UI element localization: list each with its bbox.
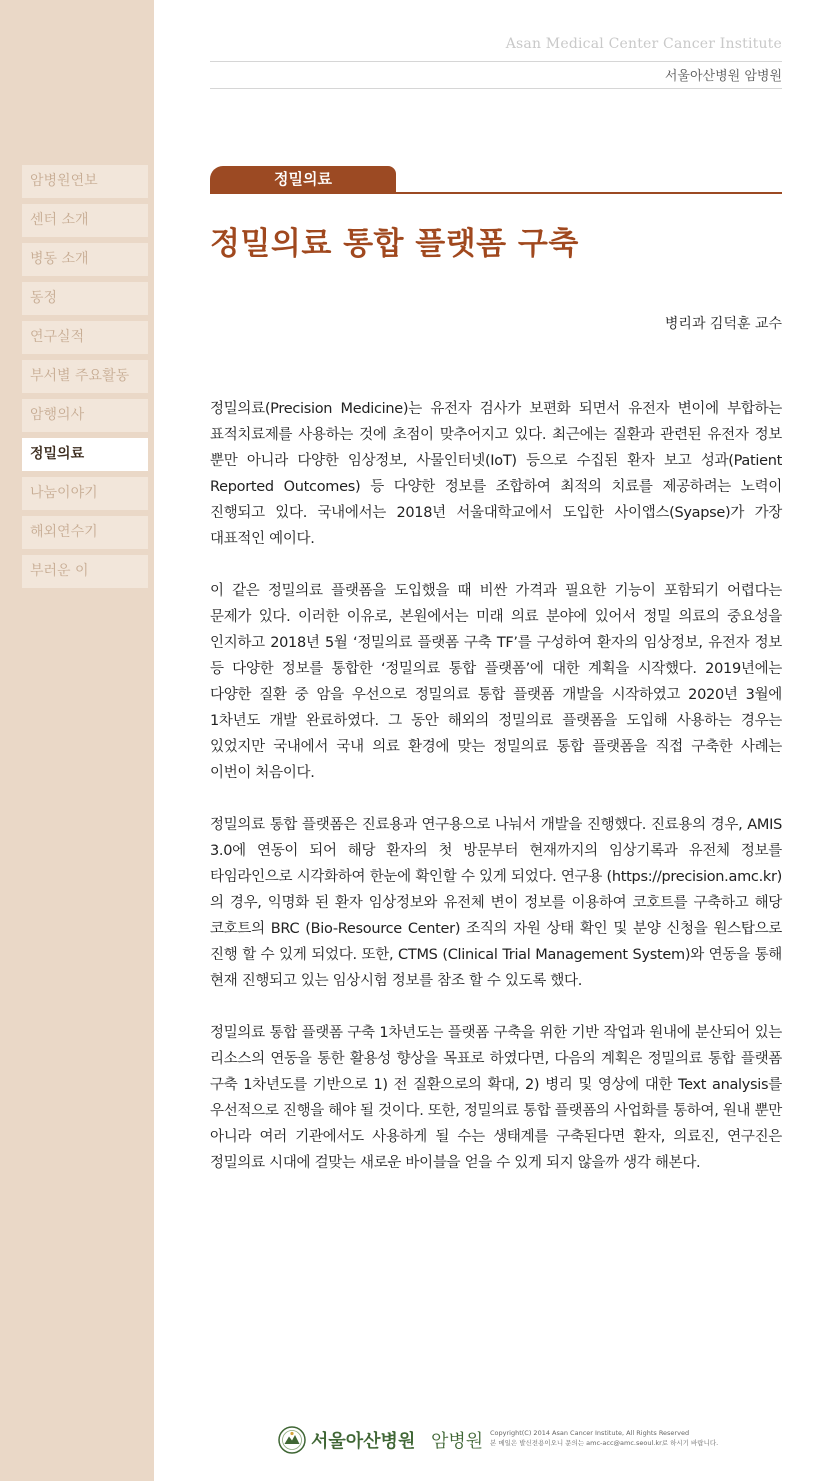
- footer-hospital-sub: 암병원: [431, 1431, 484, 1452]
- sidebar-item-department-activities[interactable]: 부서별 주요활동: [22, 360, 148, 393]
- footer-copyright: [490, 1428, 718, 1448]
- article-author: 병리과 김덕훈 교수: [664, 316, 782, 332]
- sidebar-item-overseas-training[interactable]: 해외연수기: [22, 516, 148, 549]
- hospital-logo-icon: [278, 1426, 306, 1454]
- article-body: [210, 396, 782, 1202]
- sidebar-item-ward-intro[interactable]: 병동 소개: [22, 243, 148, 276]
- notice-text: 본 메일은 발신전용이오니 문의는 amc-acc@amc.seoul.kr로 하시기 바랍니다.: [490, 1439, 719, 1447]
- article-paragraph: 정밀의료 통합 플랫폼은 진료용과 연구용으로 나눠서 개발을 진행했다. 진료용의 경우, AMIS 3.0에 연동이 되어 해당 환자의 첫 방문부터 현재까지의 임상기록과 유전체 정보를 타임라인으로 시각화하여 한눈에 확인할 수 있게 되었다. 연구용 (https://precision.amc.kr)의 경우, 익명화 된 환자 임상정보와 유전체 변이 정보를 이용하여 코호트를 구축하고 해당 코호트의 BRC (Bio-Resource Center) 조직의 자원 상태 확인 및 분양 신청을 원스탑으로 진행 할 수 있게 되었다. 또한, CTMS (Clinical Trial Management System)와 연동을 통해 현재 진행되고 있는 임상시험 정보를 참조 할 수 있도록 했다.: [210, 817, 782, 989]
- sidebar-item-envied-one[interactable]: 부러운 이: [22, 555, 148, 588]
- article-paragraph: 정밀의료(Precision Medicine)는 유전자 검사가 보편화 되면서 유전자 변이에 부합하는 표적치료제를 사용하는 것에 초점이 맞추어지고 있다. 최근에는 질환과 관련된 유전자 정보 뿐만 아니라 다양한 임상정보, 사물인터넷(IoT) 등으로 수집된 환자 보고 성과(Patient Reported Outcomes) 등 다양한 정보를 조합하여 최적의 치료를 제공하려는 노력이 진행되고 있다. 국내에서는 2018년 서울대학교에서 도입한 사이앱스(Syapse)가 가장 대표적인 예이다.: [210, 401, 782, 547]
- sidebar-item-secret-doctor[interactable]: 암행의사: [22, 399, 148, 432]
- sidebar-item-research[interactable]: 연구실적: [22, 321, 148, 354]
- article-paragraph: 이 같은 정밀의료 플랫폼을 도입했을 때 비싼 가격과 필요한 기능이 포함되기 어렵다는 문제가 있다. 이러한 이유로, 본원에서는 미래 의료 분야에 있어서 정밀 의료의 중요성을 인지하고 2018년 5월 ‘정밀의료 플랫폼 구축 TF’를 구성하여 환자의 임상정보, 유전자 정보 등 다양한 정보를 통합한 ‘정밀의료 통합 플랫폼’에 대한 계획을 시작했다. 2019년에는 다양한 질환 중 암을 우선으로 정밀의료 통합 플랫폼 개발을 시작하였고 2020년 3월에 1차년도 개발 완료하였다. 그 동안 해외의 정밀의료 플랫폼을 도입해 사용하는 경우는 있었지만 국내에서 국내 의료 환경에 맞는 정밀의료 통합 플랫폼을 직접 구축한 사례는 이번이 처음이다.: [210, 583, 782, 781]
- article-paragraph: 정밀의료 통합 플랫폼 구축 1차년도는 플랫폼 구축을 위한 기반 작업과 원내에 분산되어 있는 리소스의 연동을 통한 활용성 향상을 목표로 하였다면, 다음의 계획은 정밀의료 통합 플랫폼 구축 1차년도를 기반으로 1) 전 질환으로의 확대, 2) 병리 및 영상에 대한 Text analysis를 우선적으로 진행을 해야 될 것이다. 또한, 정밀의료 통합 플랫폼의 사업화를 통하여, 원내 뿐만 아니라 여러 기관에서도 사용하게 될 수는 생태계를 구축된다면 환자, 의료진, 연구진은 정밀의료 시대에 걸맞는 새로운 바이블을 얻을 수 있게 되지 않을까 생각 해본다.: [210, 1025, 782, 1171]
- sidebar-item-annual-report[interactable]: 암병원연보: [22, 165, 148, 198]
- category-tab: 정밀의료: [210, 166, 396, 193]
- institute-name-en: Asan Medical Center Cancer Institute: [505, 36, 782, 52]
- sidebar-item-news[interactable]: 동정: [22, 282, 148, 315]
- sidebar: [0, 0, 154, 1481]
- sidebar-item-center-intro[interactable]: 센터 소개: [22, 204, 148, 237]
- header-divider-bottom: [210, 88, 782, 89]
- copyright-text: Copyright(C) 2014 Asan Cancer Institute, All Rights Reserved: [490, 1429, 690, 1437]
- article-title: 정밀의료 통합 플랫폼 구축: [210, 226, 579, 262]
- institute-name-kr: 서울아산병원 암병원: [664, 69, 782, 84]
- header-divider-top: [210, 61, 782, 62]
- footer-hospital-name: 서울아산병원: [311, 1431, 416, 1452]
- sidebar-item-precision-medicine[interactable]: 정밀의료: [22, 438, 148, 471]
- category-underline: [210, 192, 782, 194]
- footer: [278, 1424, 788, 1456]
- sidebar-item-sharing-story[interactable]: 나눔이야기: [22, 477, 148, 510]
